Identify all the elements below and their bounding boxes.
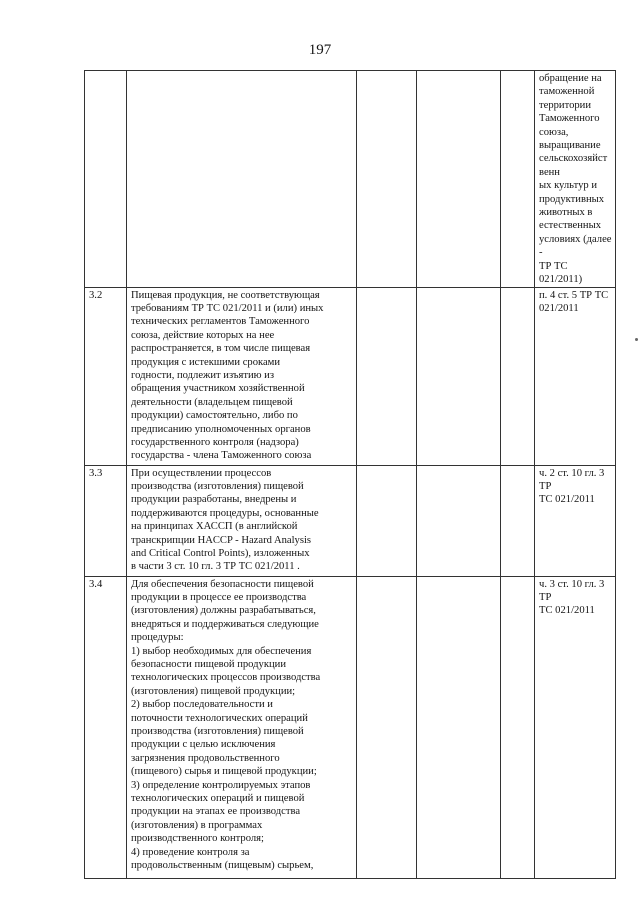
empty-cell — [501, 465, 535, 576]
requirement-text-cell: При осуществлении процессов производства (изготовления) пищевой продукции разработаны, внедрены и поддерживаются процедуры, основанные на принципах ХАССП (в английской транскрипции HACCP - Hazard Analysis and Critical Control Points), изложенных в части 3 ст. 10 гл. 3 ТР ТС 021/2011 . — [127, 465, 357, 576]
table-row — [85, 576, 616, 878]
requirement-text-cell: Для обеспечения безопасности пищевой продукции в процессе ее производства (изготовления) должны разрабатываться, внедряться и поддерживаться следующие процедуры: 1) выбор необходимых для обеспечения безопасности пищевой продукции технологических процессов производства (изготовления) пищевой продукции; 2) выбор последовательности и поточности технологических операций производства (изготовления) пищевой продукции с целью исключения загрязнения продовольственного (пищевого) сырья и пищевой продукции; 3) определение контролируемых этапов технологических операций и пищевой продукции на этапах ее производства (изготовления) в программах производственного контроля; 4) проведение контроля за продовольственным (пищевым) сырьем, — [127, 576, 357, 878]
empty-cell — [357, 71, 417, 288]
reference-cell: ч. 3 ст. 10 гл. 3 ТР ТС 021/2011 — [535, 576, 616, 878]
table-row — [85, 71, 616, 288]
scan-speck — [635, 338, 638, 341]
row-number-cell: 3.4 — [85, 576, 127, 878]
row-number-cell: 3.2 — [85, 287, 127, 465]
empty-cell — [357, 576, 417, 878]
empty-cell — [417, 287, 501, 465]
row-number-cell — [85, 71, 127, 288]
requirement-text-cell — [127, 71, 357, 288]
table-row — [85, 287, 616, 465]
empty-cell — [417, 576, 501, 878]
reference-cell: п. 4 ст. 5 ТР ТС 021/2011 — [535, 287, 616, 465]
empty-cell — [501, 287, 535, 465]
empty-cell — [417, 71, 501, 288]
reference-cell: ч. 2 ст. 10 гл. 3 ТР ТС 021/2011 — [535, 465, 616, 576]
empty-cell — [357, 287, 417, 465]
empty-cell — [501, 576, 535, 878]
empty-cell — [357, 465, 417, 576]
requirement-text-cell: Пищевая продукция, не соответствующая требованиям ТР ТС 021/2011 и (или) иных технических регламентов Таможенного союза, действие которых на нее распространяется, в том числе пищевая продукция с истекшими сроками годности, подлежит изъятию из обращения участником хозяйственной деятельности (владельцем пищевой продукции) самостоятельно, либо по предписанию уполномоченных органов государственного контроля (надзора) государства - члена Таможенного союза — [127, 287, 357, 465]
empty-cell — [417, 465, 501, 576]
reference-cell: обращение на таможенной территории Таможенного союза, выращивание сельскохозяйственн ых культур и продуктивных животных в естественных условиях (далее - ТР ТС 021/2011) — [535, 71, 616, 288]
page-number: 197 — [308, 42, 332, 58]
requirements-table — [84, 70, 616, 879]
table-row — [85, 465, 616, 576]
empty-cell — [501, 71, 535, 288]
row-number-cell: 3.3 — [85, 465, 127, 576]
